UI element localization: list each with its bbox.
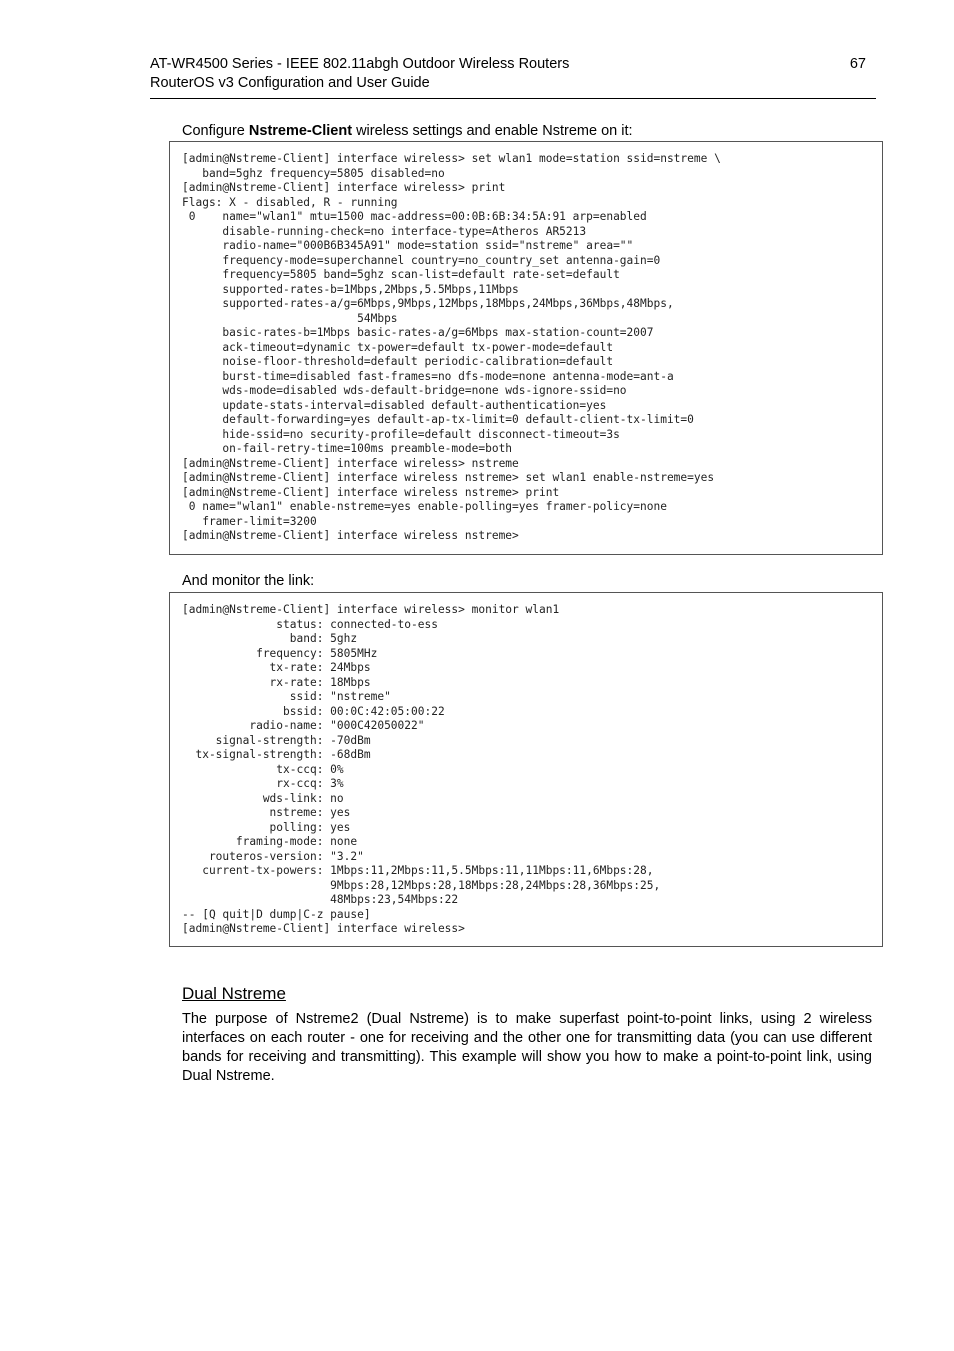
config-intro bbox=[182, 122, 633, 140]
section-title-dual-nstreme: Dual Nstreme bbox=[182, 984, 286, 1003]
config-intro-bold: Nstreme-Client bbox=[248, 123, 353, 139]
header-title bbox=[150, 55, 569, 93]
page-number: 67 bbox=[849, 56, 866, 72]
config-code: [admin@Nstreme-Client] interface wireless> set wlan1 mode=station ssid=nstreme \ band=5ghz frequency=5805 disabled=no [admin@Nstreme-Client] interface wireless> print Flags: X - disabled, R - running 0 name="wlan1" mtu=1500 mac-address=00:0B:6B:34:5A:91 arp=enabled disable-running-check=no interface-type=Atheros AR5213 radio-name="000B6B345A91" mode=station ssid="nstreme" area="" frequency-mode=superchannel country=no_country_set antenna-gain=0 frequency=5805 band=5ghz scan-list=default rate-set=default supported-rates-b=1Mbps,2Mbps,5.5Mbps,11Mbps supported-rates-a/g=6Mbps,9Mbps,12Mbps,18Mbps,24Mbps,36Mbps,48Mbps, 54Mbps basic-rates-b=1Mbps basic-rates-a/g=6Mbps max-station-count=2007 ack-timeout=dynamic tx-power=default tx-power-mode=default noise-floor-threshold=default periodic-calibration=default burst-time=disabled fast-frames=no dfs-mode=none antenna-mode=ant-a wds-mode=disabled wds-default-bridge=none wds-ignore-ssid=no update-stats-interval=disabled default-authentication=yes default-forwarding=yes default-ap-tx-limit=0 default-client-tx-limit=0 hide-ssid=no security-profile=default disconnect-timeout=3s on-fail-retry-time=100ms preamble-mode=both [admin@Nstreme-Client] interface wireless> nstreme [admin@Nstreme-Client] interface wireless nstreme> set wlan1 enable-nstreme=yes [admin@Nstreme-Client] interface wireless nstreme> print 0 name="wlan1" enable-nstreme=yes enable-polling=yes framer-policy=none framer-limit=3200 [admin@Nstreme-Client] interface wireless nstreme> bbox=[182, 152, 721, 542]
monitor-code-box bbox=[169, 592, 883, 947]
config-intro-prefix: Configure bbox=[182, 123, 249, 139]
header-title-line1: AT-WR4500 Series - IEEE 802.11abgh Outdoor Wireless Routers bbox=[150, 56, 570, 72]
monitor-intro: And monitor the link: bbox=[182, 573, 315, 589]
header-title-line2: RouterOS v3 Configuration and User Guide bbox=[150, 75, 430, 91]
config-intro-suffix: wireless settings and enable Nstreme on it: bbox=[352, 123, 633, 139]
monitor-code: [admin@Nstreme-Client] interface wireless> monitor wlan1 status: connected-to-ess band: 5ghz frequency: 5805MHz tx-rate: 24Mbps rx-rate: 18Mbps ssid: "nstreme" bssid: 00:0C:42:05:00:22 radio-name: "000C42050022" signal-strength: -70dBm tx-signal-strength: -68dBm tx-ccq: 0% rx-ccq: 3% wds-link: no nstreme: yes polling: yes framing-mode: none routeros-version: "3.2" current-tx-powers: 1Mbps:11,2Mbps:11,5.5Mbps:11,11Mbps:11,6Mbps:28, 9Mbps:28,12Mbps:28,18Mbps:28,24Mbps:28,36Mbps:25, 48Mbps:23,54Mbps:22 -- [Q quit|D dump|C-z pause] [admin@Nstreme-Client] interface wireless> bbox=[182, 603, 661, 935]
dual-nstreme-paragraph: The purpose of Nstreme2 (Dual Nstreme) is to make superfast point-to-point links, using 2 wireless interfaces on each router - one for receiving and the other one for transmitting data (you can use different bands for receiving and transmitting). This example will show you how to make a point-to-point link, using Dual Nstreme. bbox=[182, 1011, 872, 1084]
page-header bbox=[150, 55, 876, 99]
config-code-box bbox=[169, 141, 883, 555]
